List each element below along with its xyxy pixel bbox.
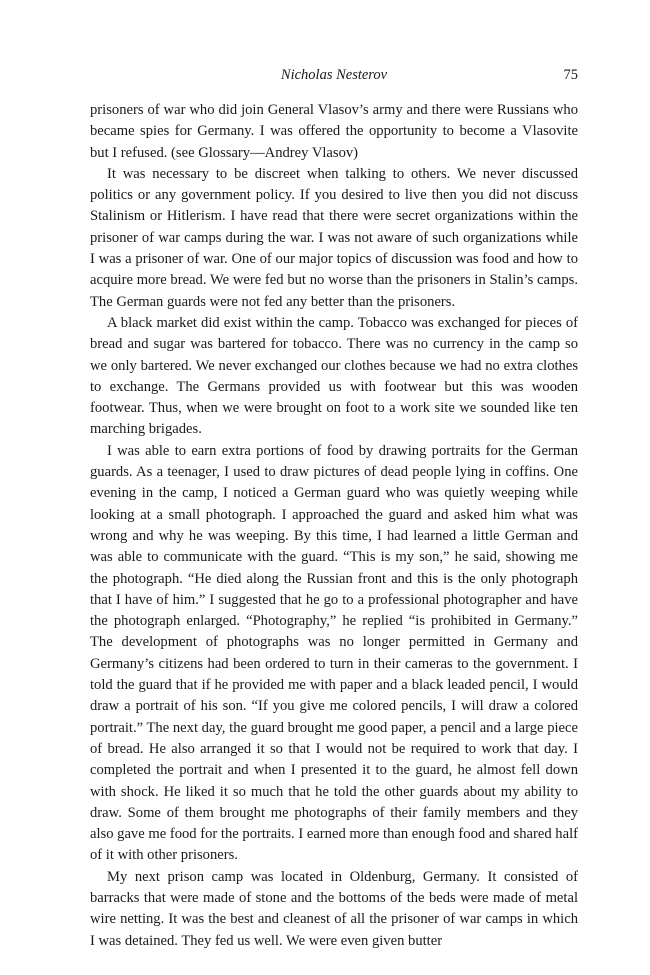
running-head [90, 64, 578, 86]
paragraph-discretion: It was necessary to be discreet when talking to others. We never discussed politics or any government policy. If you desired to live then you did not discuss Stalinism or Hitlerism. I have read that there were secret organizations within the prisoner of war camps during the war. I was not aware of such organizations while I was a prisoner of war. One of our major topics of discussion was food and how to acquire more bread. We were fed but no worse than the prisoners in Stalin’s camps. The German guards were not fed any better than the prisoners. [90, 165, 578, 310]
paragraph-oldenburg-camp: My next prison camp was located in Oldenburg, Germany. It consisted of barracks that were made of stone and the bottoms of the beds were made of metal wire netting. It was the best and cleanest of all the prisoner of war camps in which I was detained. They fed us well. We were even given butter [90, 868, 578, 949]
paragraph-portraits: I was able to earn extra portions of food by drawing portraits for the German guards. As a teenager, I used to draw pictures of dead people lying in coffins. One evening in the camp, I noticed a German guard who was quietly weeping while looking at a small photograph. I approached the guard and asked him what was wrong and why he was weeping. By this time, I had learned a little German and was able to communicate with the guard. “This is my son,” he said, showing me the photograph. “He died along the Russian front and this is the only photograph that I have of him.” I suggested that he go to a professional photographer and have the photograph enlarged. “Photography,” he replied “is prohibited in Germany.” The development of photographs was no longer permitted in Germany and Germany’s citizens had been ordered to turn in their cameras to the government. I told the guard that if he provided me with paper and a black leaded pencil, I would draw a portrait of his son. “If you give me colored pencils, I will draw a colored portrait.” The next day, the guard brought me good paper, a pencil and a large piece of bread. He also arranged it so that I would not be required to work that day. I completed the portrait and when I presented it to the guard, he almost fell down with shock. He liked it so much that he told the other guards about my ability to draw. Some of them brought me photographs of their family members and they also gave me food for the portraits. I earned more than enough food and shared half of it with other prisoners. [90, 442, 578, 864]
running-title: Nicholas Nesterov [280, 67, 388, 83]
paragraph-black-market: A black market did exist within the camp. Tobacco was exchanged for pieces of bread and sugar was bartered for tobacco. There was no currency in the camp so we only bartered. We never exchanged our clothes because we had no extra clothes to exchange. The Germans provided us with footwear but this was wooden footwear. Thus, when we were brought on foot to a work site we sounded like ten marching brigades. [90, 314, 578, 438]
body-text [90, 100, 578, 952]
book-page [90, 64, 578, 952]
paragraph-continued: prisoners of war who did join General Vlasov’s army and there were Russians who became spies for Germany. I was offered the opportunity to become a Vlasovite but I refused. (see Glossary—Andrey Vlasov) [90, 102, 578, 161]
page-number: 75 [563, 67, 578, 83]
